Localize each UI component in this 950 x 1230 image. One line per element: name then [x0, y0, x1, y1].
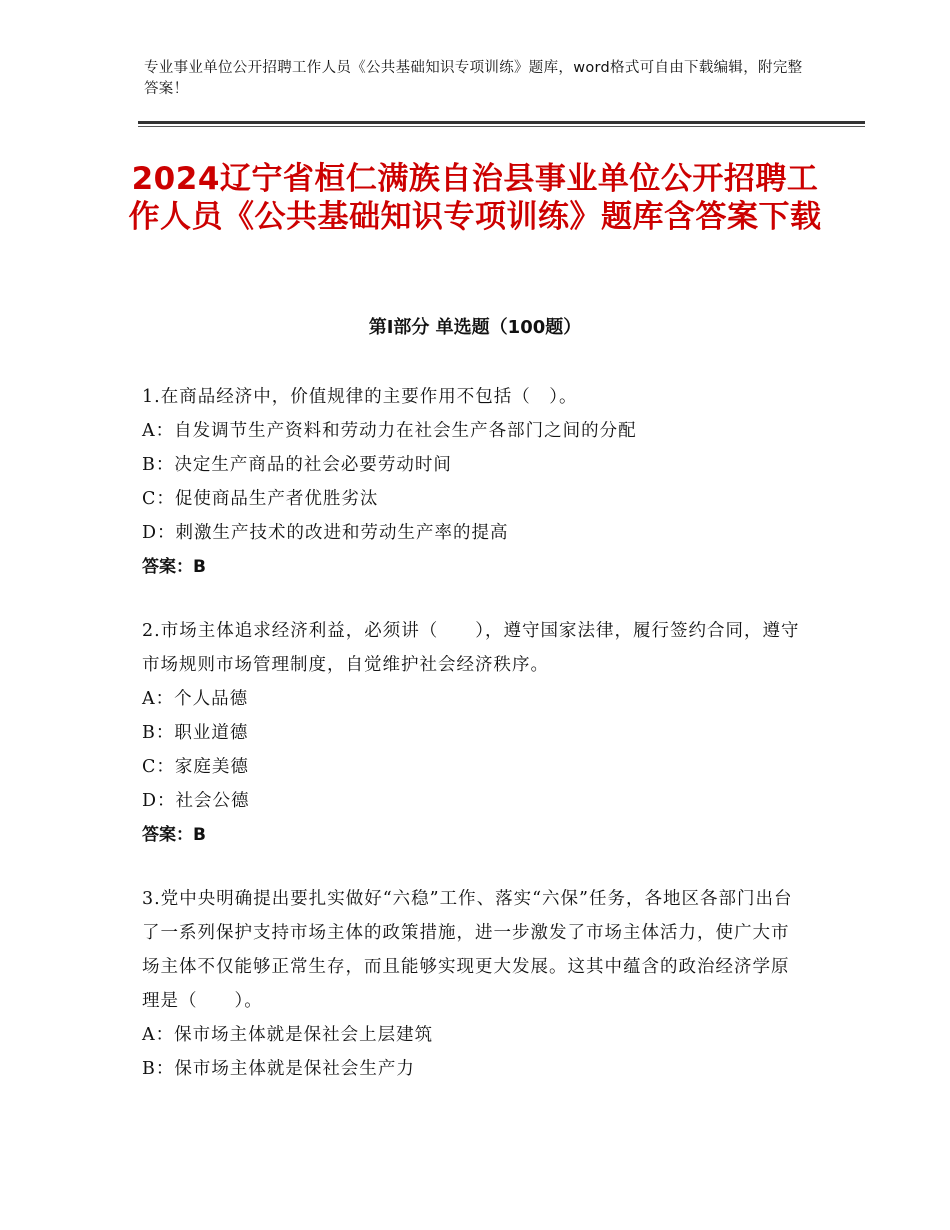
section-heading: 第Ⅰ部分 单选题（100题）: [368, 317, 582, 338]
header-divider-thin: [138, 126, 865, 127]
option-d: D：刺激生产技术的改进和劳动生产率的提高: [142, 523, 509, 543]
option-c: C：家庭美德: [142, 757, 249, 777]
option-b: B：决定生产商品的社会必要劳动时间: [142, 455, 452, 475]
option-b: B：保市场主体就是保社会生产力: [142, 1059, 415, 1079]
question-stem: 1.在商品经济中，价值规律的主要作用不包括（ ）。: [142, 387, 578, 407]
question-2: [142, 614, 802, 852]
option-c: C：促使商品生产者优胜劣汰: [142, 489, 379, 509]
option-d: D：社会公德: [142, 791, 250, 811]
option-a: A：个人品德: [142, 689, 249, 709]
question-1: [142, 380, 802, 584]
option-a: A：保市场主体就是保社会上层建筑: [142, 1025, 434, 1045]
header-divider-thick: [138, 121, 865, 124]
question-3: [142, 882, 802, 1086]
question-stem: 3.党中央明确提出要扎实做好“六稳”工作、落实“六保”任务，各地区各部门出台了一系列保护支持市场主体的政策措施，进一步激发了市场主体活力，使广大市场主体不仅能够正常生存，而且能够实现更大发展。这其中蕴含的政治经济学原理是（ ）。: [142, 889, 793, 1011]
option-b: B：职业道德: [142, 723, 249, 743]
document-title: 2024辽宁省桓仁满族自治县事业单位公开招聘工作人员《公共基础知识专项训练》题库含答案下载: [128, 161, 822, 235]
answer-line: 答案：B: [142, 557, 206, 577]
header-note: 专业事业单位公开招聘工作人员《公共基础知识专项训练》题库，word格式可自由下载编辑，附完整答案！: [144, 60, 803, 97]
answer-line: 答案：B: [142, 825, 206, 845]
question-stem: 2.市场主体追求经济利益，必须讲（ ），遵守国家法律，履行签约合同，遵守市场规则市场管理制度，自觉维护社会经济秩序。: [142, 621, 800, 675]
question-list: [142, 380, 802, 1116]
option-a: A：自发调节生产资料和劳动力在社会生产各部门之间的分配: [142, 421, 637, 441]
